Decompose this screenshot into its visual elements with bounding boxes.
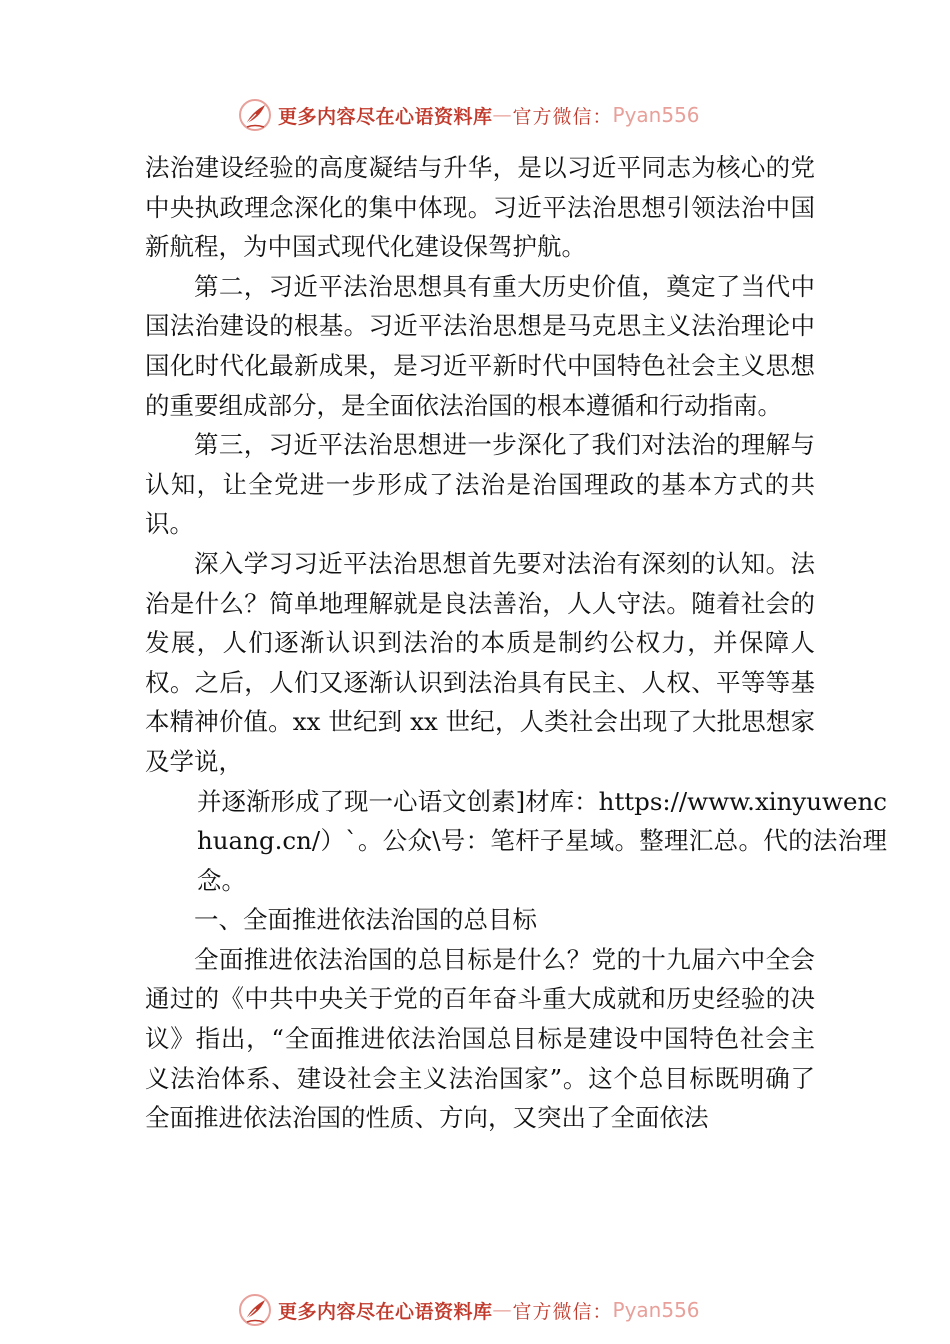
banner-title: 更多内容尽在心语资料库 [278, 105, 493, 128]
paragraph-3: 第三，习近平法治思想进一步深化了我们对法治的理解与认知，让全党进一步形成了法治是治国理政的基本方式的共识。 [145, 430, 815, 539]
document-body [145, 148, 887, 1138]
banner-wechat-id: Pyan556 [612, 1298, 700, 1322]
footer-banner [238, 1290, 700, 1330]
banner-wechat-label: 官方微信： [512, 1300, 613, 1323]
header-banner [238, 95, 700, 135]
paragraph-6: 全面推进依法治国的总目标是什么？党的十九届六中全会通过的《中共中央关于党的百年奋斗重大成就和历史经验的决议》指出，“全面推进依法治国总目标是建设中国特色社会主义法治体系、建设社会主义法治国家”。这个总目标既明确了全面推进依法治国的性质、方向，又突出了全面依法 [145, 944, 815, 1133]
paragraph-2: 第二，习近平法治思想具有重大历史价值，奠定了当代中国法治建设的根基。习近平法治思想是马克思主义法治理论中国化时代化最新成果，是习近平新时代中国特色社会主义思想的重要组成部分，是全面依法治国的根本遵循和行动指南。 [145, 271, 815, 420]
banner-title: 更多内容尽在心语资料库 [278, 1300, 493, 1323]
banner-dash: — [492, 1299, 513, 1321]
paragraph-4: 深入学习习近平法治思想首先要对法治有深刻的认知。法治是什么？简单地理解就是良法善治，人人守法。随着社会的发展，人们逐渐认识到法治的本质是制约公权力，并保障人权。之后，人们又逐渐认识到法治具有民主、人权、平等等基本精神价值。xx 世纪到 xx 世纪，人类社会出现了大批思想家及学说， [145, 548, 815, 776]
banner-dash: — [492, 104, 513, 126]
paragraph-1: 法治建设经验的高度凝结与升华，是以习近平同志为核心的党中央执政理念深化的集中体现。习近平法治思想引领法治中国新航程，为中国式现代化建设保驾护航。 [145, 153, 815, 262]
paragraph-5-inserted-note: 并逐渐形成了现一心语文创素]材库：https://www.xinyuwenchuang.cn/）`。公众\号：笔杆子星域。整理汇总。代的法治理念。 [197, 786, 887, 895]
banner-wechat-label: 官方微信： [512, 105, 613, 128]
banner-wechat-id: Pyan556 [612, 103, 700, 127]
feather-pen-logo-icon [238, 1293, 272, 1327]
section-heading-1: 一、全面推进依法治国的总目标 [194, 905, 537, 935]
feather-pen-logo-icon [238, 98, 272, 132]
